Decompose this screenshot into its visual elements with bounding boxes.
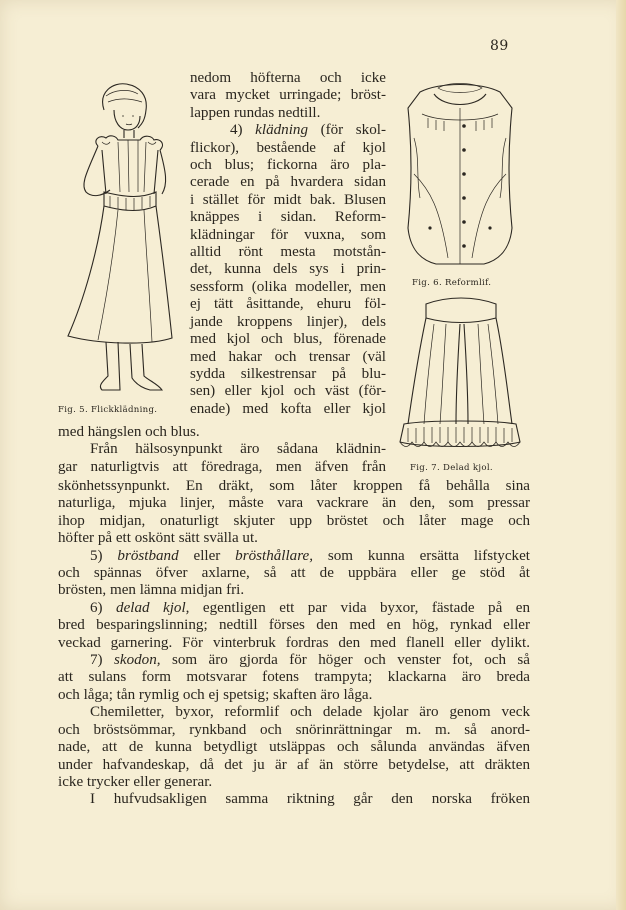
item-rest: egentligen ett par vida byxor, fästade på en [189,599,530,616]
full-line: bred besparingslinning; nedtill förses den med en hög, rynkad eller [58,617,530,634]
column-line: klädningar för vuxna, som [190,226,386,243]
full-line: höfter på ett oskönt sätt svälla ut. [58,530,258,547]
full-line: I hufvudsakligen samma riktning går den norska fröken [90,791,530,808]
full-text [58,478,530,809]
full-line [58,652,530,669]
column-line: med hakar och trensar (väl [190,348,386,365]
figure-5-caption: Fig. 5. Flickklädning. [58,405,158,415]
full-line: att sulans form motsvarar fotens trampyta; klackarna äro breda [58,669,530,686]
full-line: nade, att de kunna betydligt utsläppas och sålunda användas äfven [58,739,530,756]
column-line-rest: (för skol- [308,122,386,139]
full-line [58,600,530,617]
term-kladning: klädning [255,122,308,139]
term-delad-kjol: delad kjol, [116,599,190,616]
mixed-line: gar naturligtvis att föredraga, men äfven från [58,458,386,475]
full-line [58,548,530,565]
column-line: flickor), bestående af kjol [190,139,386,156]
mixed-line: med hängslen och blus. [58,424,200,440]
figure-7-caption: Fig. 7. Delad kjol. [410,463,493,473]
full-line: brösten, men lämna midjan fri. [58,582,245,599]
full-line: veckad garnering. För vinterbruk fordras den med flanell eller dylikt. [58,634,530,651]
mixed-line: Från hälsosynpunkt äro sådana klädnin- [90,441,386,458]
column-line: knäppes i sidan. Reform- [190,209,386,226]
item-rest: som kunna ersätta lifstycket [313,547,530,564]
column-line: sessform (olika modeller, men [190,278,386,295]
page-number: 89 [490,38,509,54]
column-line [190,122,386,139]
column-line: det, kunna dels sys i prin- [190,261,386,278]
column-line: sen) eller kjol och väst (för- [190,383,386,400]
column-line: och blus; fickorna äro pla- [190,157,386,174]
column-line: enade) med kofta eller kjol [190,400,386,417]
figure-7-divided-skirt [398,296,522,456]
page-edge [616,0,626,910]
item-number: 6) [90,599,117,616]
column-line: i stället för midt bak. Blusen [190,191,386,208]
full-line: och låga; tån rymlig och ej spetsig; skaften äro låga. [58,686,373,703]
full-line: under hafvandeskap, då det ju är af än större betydelse, att dräkten [58,756,530,773]
full-line: icke trycker eller generar. [58,773,213,790]
column-line: vara mycket urringade; bröst- [190,87,386,104]
term-skodon: skodon, [114,652,161,669]
column-line: cerade en på hvardera sidan [190,174,386,191]
column-line: lappen rundas nedtill. [190,104,321,121]
full-line: naturliga, mjuka linjer, måste vara vackrare än den, som pressar [58,495,530,512]
mixed-text [58,424,386,476]
column-line: alltid rönt mesta motstån- [190,244,386,261]
column-line: sydda silkestrensar på blu- [190,365,386,382]
column-line: nedom höfterna och icke [190,70,386,86]
full-line: Chemiletter, byxor, reformlif och delade kjolar äro genom veck [90,704,530,721]
full-line: skönhetssynpunkt. En dräkt, som låter kroppen få behålla sina [58,478,530,494]
column-text [190,70,386,418]
item-rest: som äro gjorda för höger och venster fot, och så [160,652,530,669]
figure-6-reform-bodice [400,78,520,273]
item-number: 5) [90,547,118,564]
figure-6-caption: Fig. 6. Reformlif. [412,278,492,288]
column-line: jande kroppens linjer), dels [190,313,386,330]
figure-5-girls-dress [58,80,188,400]
full-line: ihop midjan, onaturligt skjuter upp bröstet och låter mage och [58,512,530,529]
term-brosthallare: brösthållare, [235,547,314,564]
term-brostband: bröstband [117,547,179,564]
column-line: ej tätt åsittande, ehuru föl- [190,296,386,313]
column-line: med kjol och blus, förenade [190,331,386,348]
full-line: och bröstsömmar, rynkband och snörinrättningar m. m. så anord- [58,721,530,738]
item-number: 7) [90,652,114,669]
full-line: och spännas öfver axlarne, så att de uppbära eller ge stöd åt [58,565,530,582]
column-line-number: 4) [230,122,256,139]
connector: eller [178,547,236,564]
